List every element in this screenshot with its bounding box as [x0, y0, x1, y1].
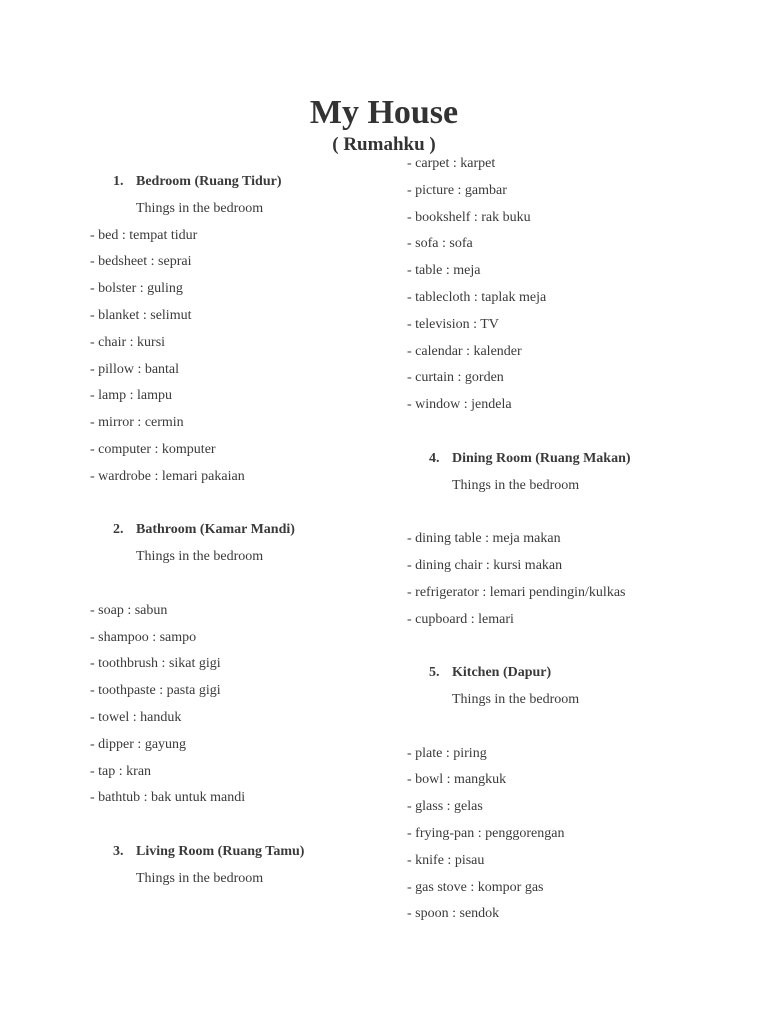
list-item: - bookshelf : rak buku	[407, 209, 531, 225]
list-item: - spoon : sendok	[407, 906, 500, 922]
list-item: - toothpaste : pasta gigi	[90, 683, 221, 699]
section-title: Bathroom (Kamar Mandi)	[136, 522, 295, 538]
list-item: - blanket : selimut	[90, 307, 192, 323]
list-item: - chair : kursi	[90, 334, 166, 350]
list-item: - window : jendela	[407, 397, 512, 413]
list-item: - tap : kran	[90, 763, 152, 779]
list-item: - towel : handuk	[90, 709, 182, 725]
list-item: - sofa : sofa	[407, 236, 473, 252]
section-title: Dining Room (Ruang Makan)	[452, 450, 631, 466]
section-title: Living Room (Ruang Tamu)	[136, 843, 305, 859]
list-item: - frying-pan : penggorengan	[407, 825, 565, 841]
section-heading-bathroom	[90, 517, 390, 544]
list-item: - knife : pisau	[407, 852, 485, 868]
list-item: - television : TV	[407, 316, 499, 332]
section-number: 1.	[113, 174, 124, 189]
list-item: - soap : sabun	[90, 602, 168, 618]
section-heading-kitchen	[407, 660, 747, 687]
list-item: - refrigerator : lemari pendingin/kulkas	[407, 584, 626, 600]
list-item: - mirror : cermin	[90, 415, 184, 431]
list-item: - tablecloth : taplak meja	[407, 289, 547, 305]
right-column	[407, 151, 747, 928]
section-subheading: Things in the bedroom	[452, 691, 580, 707]
list-item: - glass : gelas	[407, 799, 483, 815]
page-title: My House	[309, 94, 459, 131]
section-number: 3.	[113, 843, 124, 859]
section-heading-dining-room	[407, 446, 747, 473]
list-item: - dining table : meja makan	[407, 531, 561, 547]
section-title: Kitchen (Dapur)	[452, 665, 552, 681]
section-subheading: Things in the bedroom	[136, 200, 264, 216]
list-item: - dipper : gayung	[90, 736, 187, 752]
list-item: - gas stove : kompor gas	[407, 879, 544, 895]
list-item: - cupboard : lemari	[407, 611, 514, 627]
list-item: - bed : tempat tidur	[90, 227, 198, 243]
section-subheading: Things in the bedroom	[452, 477, 580, 493]
list-item: - plate : piring	[407, 745, 487, 761]
list-item: - carpet : karpet	[407, 156, 496, 171]
section-heading-bedroom	[90, 169, 390, 196]
list-item: - lamp : lampu	[90, 388, 173, 404]
list-item: - computer : komputer	[90, 441, 216, 457]
section-title: Bedroom (Ruang Tidur)	[136, 174, 282, 189]
list-item: - dining chair : kursi makan	[407, 557, 563, 573]
left-column	[90, 169, 390, 893]
list-item: - pillow : bantal	[90, 361, 180, 377]
list-item: - bathtub : bak untuk mandi	[90, 790, 246, 806]
list-item: - bedsheet : seprai	[90, 254, 192, 270]
list-item: - toothbrush : sikat gigi	[90, 656, 221, 672]
list-item: - bolster : guling	[90, 281, 183, 297]
list-item: - shampoo : sampo	[90, 629, 197, 645]
section-subheading: Things in the bedroom	[136, 870, 264, 886]
section-number: 2.	[113, 522, 124, 538]
list-item: - calendar : kalender	[407, 343, 522, 359]
list-item: - wardrobe : lemari pakaian	[90, 468, 245, 484]
section-number: 4.	[429, 450, 440, 466]
list-item: - table : meja	[407, 263, 481, 279]
list-item: - picture : gambar	[407, 182, 507, 198]
section-heading-living-room	[90, 839, 390, 866]
section-number: 5.	[429, 665, 440, 681]
page-subtitle: ( Rumahku )	[332, 134, 436, 155]
section-subheading: Things in the bedroom	[136, 549, 264, 565]
list-item: - bowl : mangkuk	[407, 772, 507, 788]
list-item: - curtain : gorden	[407, 370, 504, 386]
